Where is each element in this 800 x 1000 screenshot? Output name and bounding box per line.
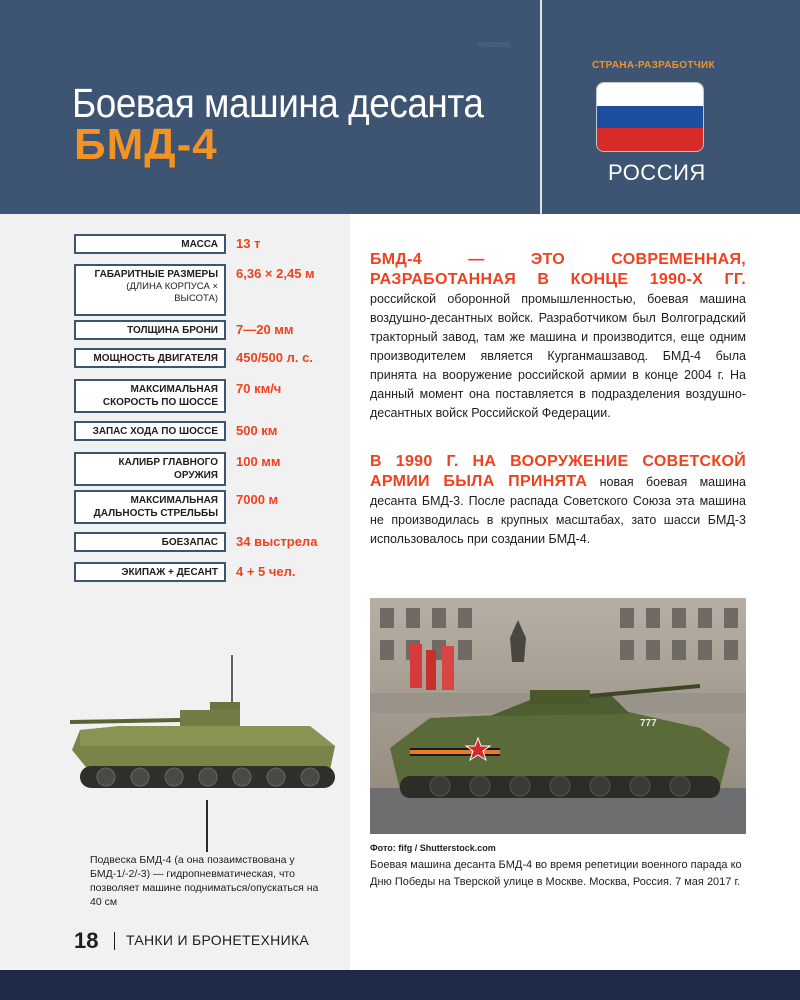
- intro-lead: БМД-4 — ЭТО СОВРЕМЕННАЯ, РАЗРАБОТАННАЯ В КОНЦЕ 1990-Х ГГ.: [370, 251, 746, 288]
- photo-credit: Фото: fifg / Shutterstock.com: [370, 843, 496, 853]
- spec-label: ГАБАРИТНЫЕ РАЗМЕРЫ (ДЛИНА КОРПУСА × ВЫСОТА): [74, 264, 226, 316]
- spec-label: МАССА: [74, 234, 226, 254]
- spec-value: 4 + 5 чел.: [236, 564, 296, 579]
- country-name: РОССИЯ: [608, 160, 706, 185]
- bottom-bar: [0, 970, 800, 1000]
- hull-number: 777: [640, 718, 657, 729]
- spec-label: КАЛИБР ГЛАВНОГО ОРУЖИЯ: [74, 452, 226, 486]
- spec-label: БОЕЗАПАС: [74, 532, 226, 552]
- spec-label: ЭКИПАЖ + ДЕСАНТ: [74, 562, 226, 582]
- suspension-callout: Подвеска БМД-4 (а она позаимствована у БМД-1/-2/-3) — гидропневматическая, что позволяет машине подниматься/опускаться на 40 см: [90, 854, 319, 908]
- photo-caption: Боевая машина десанта БМД-4 во время репетиции военного парада ко Дню Победы на Тверской улице в Москве. Москва, Россия. 7 мая 2017 г.: [370, 859, 742, 888]
- spec-value: 500 км: [236, 423, 278, 438]
- spec-value: 7000 м: [236, 492, 279, 507]
- watermark: олололо: [478, 40, 510, 49]
- spec-value: 6,36 × 2,45 м: [236, 266, 315, 281]
- publication-title: ТАНКИ И БРОНЕТЕХНИКА: [126, 932, 310, 948]
- country-label: СТРАНА-РАЗРАБОТЧИК: [592, 60, 715, 71]
- spec-value: 13 т: [236, 236, 261, 251]
- spec-value: 34 выстрела: [236, 534, 318, 549]
- spec-label: МАКСИМАЛЬНАЯ СКОРОСТЬ ПО ШОССЕ: [74, 379, 226, 413]
- parade-photo: [370, 598, 746, 834]
- vehicle-name: БМД-4: [74, 120, 218, 169]
- page-number: 18: [74, 928, 99, 953]
- callout-leader-line: [206, 800, 208, 852]
- spec-value: 70 км/ч: [236, 381, 282, 396]
- intro-body: российской оборонной промышленностью, боевая машина воздушно-десантных войск. Разработчиком был Волгоградский тракторный завод, там же машина и производится, еще одним производителем является Курганмашзавод. БМД-4 была принята на вооружение российской армии в конце 2004 г. На данный момент она поставляется в подразделения воздушно-десантных войск Российской Федерации.: [370, 292, 746, 420]
- spec-label: МАКСИМАЛЬНАЯ ДАЛЬНОСТЬ СТРЕЛЬБЫ: [74, 490, 226, 524]
- parade-photo-illustration: [370, 598, 746, 834]
- history-paragraph: [370, 452, 746, 549]
- history-lead: В 1990 Г. НА ВООРУЖЕНИЕ СОВЕТСКОЙ АРМИИ БЫЛА ПРИНЯТА: [370, 453, 746, 490]
- spec-value: 7—20 мм: [236, 322, 294, 337]
- flag-stripe-white: [597, 83, 703, 106]
- side-view-illustration: [60, 650, 350, 810]
- flag-stripe-blue: [597, 106, 703, 129]
- intro-paragraph: [370, 250, 746, 423]
- spec-value: 450/500 л. с.: [236, 350, 313, 365]
- flag-stripe-red: [597, 128, 703, 151]
- header-divider: [540, 0, 542, 214]
- page-title: Боевая машина десанта: [72, 80, 484, 126]
- spec-label: МОЩНОСТЬ ДВИГАТЕЛЯ: [74, 348, 226, 368]
- spec-value: 100 мм: [236, 454, 281, 469]
- spec-label: ТОЛЩИНА БРОНИ: [74, 320, 226, 340]
- spec-label: ЗАПАС ХОДА ПО ШОССЕ: [74, 421, 226, 441]
- history-body: новая боевая машина десанта БМД-3. После распада Советского Союза эта машина не производилась в крупных масштабах, зато шасси БМД-3 использовалось при создании БМД-4.: [370, 475, 746, 546]
- footer-separator: [114, 932, 115, 950]
- russia-flag-icon: [596, 82, 704, 152]
